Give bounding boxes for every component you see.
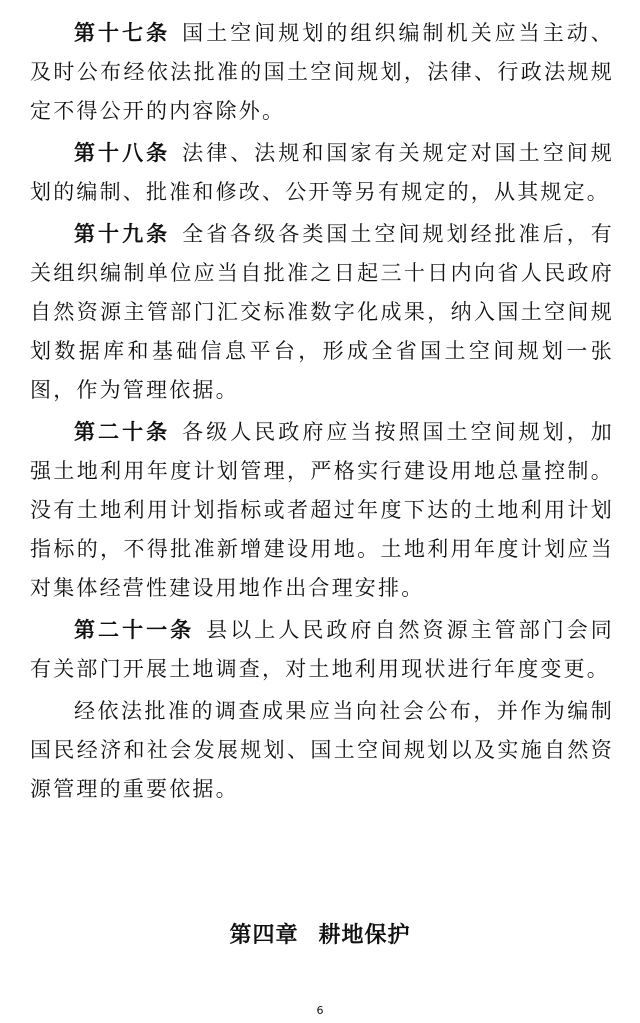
article-17 <box>30 14 614 131</box>
article-text: 法律、法规和国家有关规定对国土空间规划的编制、批准和修改、公开等另有规定的，从其规定。 <box>30 141 614 204</box>
regulation-body <box>30 14 614 812</box>
article-text: 各级人民政府应当按照国土空间规划，加强土地利用年度计划管理，严格实行建设用地总量控制。没有土地利用计划指标或者超过年度下达的土地利用计划指标的，不得批准新增建设用地。土地利用年度计划应当对集体经营性建设用地作出合理安排。 <box>30 420 614 600</box>
article-number: 第二十一条 <box>74 618 195 642</box>
chapter-number: 第四章 <box>229 923 299 948</box>
article-text: 县以上人民政府自然资源主管部门会同有关部门开展土地调查，对土地利用现状进行年度变更。 <box>30 618 615 681</box>
article-21-continuation: 经依法批准的调查成果应当向社会公布，并作为编制国民经济和社会发展规划、国土空间规划以及实施自然资源管理的重要依据。 <box>30 699 614 801</box>
article-number: 第二十条 <box>74 420 171 444</box>
article-number: 第十八条 <box>74 141 171 165</box>
article-19 <box>30 215 614 410</box>
article-number: 第十七条 <box>74 21 171 45</box>
article-text: 国土空间规划的组织编制机关应当主动、及时公布经依法批准的国土空间规划，法律、行政法规规定不得公开的内容除外。 <box>30 21 614 123</box>
article-text: 全省各级各类国土空间规划经批准后，有关组织编制单位应当自批准之日起三十日内向省人民政府自然资源主管部门汇交标准数字化成果，纳入国土空间规划数据库和基础信息平台，形成全省国土空间规划一张图，作为管理依据。 <box>30 222 614 402</box>
page-number: 6 <box>316 1004 324 1017</box>
article-20 <box>30 413 614 608</box>
article-21 <box>30 611 614 689</box>
article-18 <box>30 134 614 212</box>
chapter-heading <box>0 918 640 949</box>
article-number: 第十九条 <box>74 222 171 246</box>
chapter-title: 耕地保护 <box>318 923 411 948</box>
